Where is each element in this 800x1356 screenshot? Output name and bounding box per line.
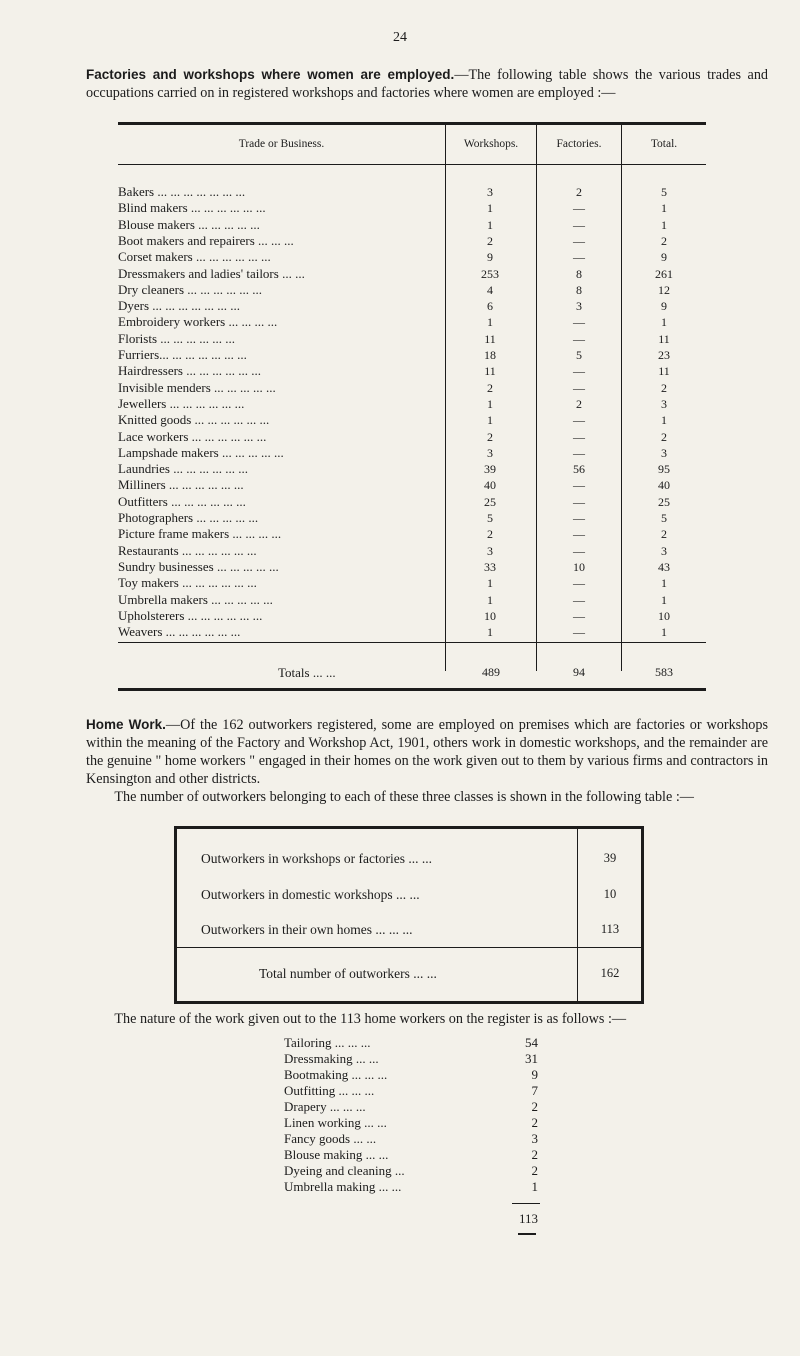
table-row bbox=[118, 494, 706, 510]
workshops-cell: 2 bbox=[487, 527, 493, 542]
nature-total-value: 113 bbox=[518, 1211, 538, 1226]
trade-cell: Furriers... ... ... ... ... ... ... bbox=[118, 347, 247, 362]
factories-cell: — bbox=[573, 543, 585, 558]
factories-cell: — bbox=[573, 413, 585, 428]
total-cell: 2 bbox=[661, 429, 667, 444]
table-row bbox=[118, 543, 706, 559]
factories-cell: — bbox=[573, 315, 585, 330]
nature-label: Dyeing and cleaning ... bbox=[284, 1163, 405, 1178]
factories-cell: — bbox=[573, 494, 585, 509]
outworkers-value: 113 bbox=[600, 922, 620, 936]
table-row bbox=[118, 233, 706, 249]
table-row bbox=[118, 624, 706, 640]
total-cell: 9 bbox=[661, 299, 667, 314]
workshops-cell: 10 bbox=[484, 608, 496, 623]
total-cell: 40 bbox=[658, 478, 670, 493]
workshops-cell: 3 bbox=[487, 185, 493, 199]
nature-item bbox=[284, 1083, 544, 1099]
intro-text: —The following table shows the various trades and occupations carried on in registered workshops and factories where women are employed :— bbox=[86, 67, 769, 101]
total-cell: 1 bbox=[661, 592, 667, 607]
factories-cell: — bbox=[573, 429, 585, 444]
total-cell: 2 bbox=[661, 233, 667, 248]
factories-cell: 56 bbox=[573, 462, 585, 477]
factories-cell: — bbox=[573, 511, 585, 525]
trade-cell: Corset makers ... ... ... ... ... ... bbox=[118, 249, 271, 265]
factories-cell: 3 bbox=[576, 299, 582, 314]
nature-item bbox=[284, 1115, 544, 1131]
nature-value: 7 bbox=[531, 1083, 538, 1098]
factories-cell: — bbox=[573, 478, 585, 493]
table-row bbox=[118, 282, 706, 298]
outworkers-label: Outworkers in their own homes ... ... ... bbox=[201, 922, 413, 937]
workshops-cell: 18 bbox=[484, 348, 496, 362]
table-row bbox=[118, 314, 706, 330]
outworkers-value: 39 bbox=[603, 851, 617, 865]
trade-cell: Outfitters ... ... ... ... ... ... bbox=[118, 493, 246, 509]
outworkers-table bbox=[174, 826, 644, 1004]
total-cell: 1 bbox=[661, 217, 667, 232]
trade-cell: Boot makers and repairers ... ... ... bbox=[118, 232, 294, 248]
factories-cell: 2 bbox=[576, 185, 582, 199]
header-factories: Factories. bbox=[556, 138, 602, 150]
outworkers-value: 10 bbox=[603, 887, 617, 901]
total-cell: 12 bbox=[658, 282, 670, 297]
header-workshops: Workshops. bbox=[463, 138, 519, 150]
workshops-cell: 25 bbox=[484, 494, 496, 509]
workshops-cell: 1 bbox=[487, 592, 493, 607]
total-cell: 23 bbox=[658, 348, 670, 362]
header-trade: Trade or Business. bbox=[238, 138, 325, 150]
nature-item bbox=[284, 1131, 544, 1147]
workshops-cell: 1 bbox=[487, 625, 493, 640]
factories-cell: — bbox=[573, 592, 585, 607]
workshops-cell: 6 bbox=[487, 299, 493, 314]
workshops-cell: 33 bbox=[484, 559, 496, 574]
nature-item bbox=[284, 1163, 544, 1179]
home-work-text: —Of the 162 outworkers registered, some are employed on premises which are factories or workshops within the meaning of the Factory and Workshop Act, 1901, others work in domestic workshops, and the remainder are the genuine " home workers " engaged in their homes on the work given out to them by various firms and contractors in Kensington and other districts. bbox=[86, 717, 769, 787]
factories-cell: — bbox=[573, 527, 585, 542]
factories-cell: — bbox=[573, 201, 585, 216]
table-row bbox=[118, 298, 706, 314]
total-cell: 43 bbox=[658, 559, 670, 574]
total-cell: 5 bbox=[661, 185, 667, 199]
trade-cell: Hairdressers ... ... ... ... ... ... bbox=[118, 363, 261, 379]
total-cell: 1 bbox=[661, 576, 667, 591]
table-row bbox=[118, 526, 706, 542]
table-row bbox=[118, 331, 706, 347]
nature-value: 2 bbox=[531, 1115, 538, 1130]
total-cell: 95 bbox=[658, 462, 670, 477]
workshops-cell: 3 bbox=[487, 543, 493, 558]
total-cell: 261 bbox=[655, 266, 673, 281]
table-row bbox=[118, 217, 706, 233]
total-cell: 3 bbox=[661, 543, 667, 558]
table-row bbox=[118, 363, 706, 379]
factories-cell: — bbox=[573, 608, 585, 623]
total-cell: 10 bbox=[658, 608, 670, 623]
table-row bbox=[118, 559, 706, 575]
trade-cell: Invisible menders ... ... ... ... ... bbox=[118, 379, 276, 395]
total-cell: 9 bbox=[661, 250, 667, 265]
header-total: Total. bbox=[650, 138, 678, 150]
nature-label: Fancy goods ... ... bbox=[284, 1131, 377, 1146]
workshops-cell: 1 bbox=[487, 576, 493, 591]
totals-total: 583 bbox=[655, 665, 673, 679]
table-row bbox=[118, 510, 706, 526]
nature-intro: The nature of the work given out to the 113 home workers on the register is as follows :— bbox=[114, 1011, 627, 1027]
workshops-cell: 1 bbox=[487, 315, 493, 330]
trade-cell: Weavers ... ... ... ... ... ... bbox=[118, 624, 241, 640]
home-work-paragraph bbox=[86, 716, 768, 788]
workshops-cell: 11 bbox=[484, 364, 496, 379]
factories-cell: — bbox=[573, 364, 585, 379]
table-row bbox=[118, 184, 706, 200]
workshops-cell: 1 bbox=[487, 413, 493, 428]
workshops-cell: 2 bbox=[487, 429, 493, 444]
total-cell: 2 bbox=[661, 380, 667, 395]
trade-cell: Embroidery workers ... ... ... ... bbox=[118, 314, 278, 330]
trade-cell: Milliners ... ... ... ... ... ... bbox=[118, 477, 244, 493]
outworkers-total-label: Total number of outworkers ... ... bbox=[259, 966, 437, 981]
trade-cell: Laundries ... ... ... ... ... ... bbox=[118, 461, 248, 477]
table-row bbox=[118, 477, 706, 493]
total-cell: 5 bbox=[661, 511, 667, 525]
nature-item bbox=[284, 1067, 544, 1083]
workshops-cell: 1 bbox=[487, 217, 493, 232]
trade-cell: Florists ... ... ... ... ... ... bbox=[118, 330, 236, 346]
nature-label: Tailoring ... ... ... bbox=[284, 1035, 371, 1050]
nature-value: 1 bbox=[531, 1179, 538, 1194]
factories-cell: — bbox=[573, 233, 585, 248]
table-row bbox=[118, 266, 706, 282]
total-cell: 1 bbox=[661, 625, 667, 640]
trade-cell: Bakers ... ... ... ... ... ... ... bbox=[118, 184, 246, 199]
total-cell: 1 bbox=[661, 413, 667, 428]
workshops-cell: 1 bbox=[487, 396, 493, 411]
nature-label: Drapery ... ... ... bbox=[284, 1099, 366, 1114]
nature-value: 3 bbox=[531, 1131, 538, 1146]
trade-cell: Lace workers ... ... ... ... ... ... bbox=[118, 428, 267, 444]
nature-item bbox=[284, 1179, 544, 1195]
total-cell: 1 bbox=[661, 201, 667, 216]
trade-cell: Toy makers ... ... ... ... ... ... bbox=[118, 575, 257, 591]
trade-cell: Dyers ... ... ... ... ... ... ... bbox=[118, 298, 241, 314]
nature-value: 2 bbox=[531, 1099, 538, 1114]
nature-label: Bootmaking ... ... ... bbox=[284, 1067, 388, 1082]
trade-cell: Knitted goods ... ... ... ... ... ... bbox=[118, 412, 270, 428]
factories-cell: 8 bbox=[576, 282, 582, 297]
total-cell: 25 bbox=[658, 494, 670, 509]
nature-label: Blouse making ... ... bbox=[284, 1147, 389, 1162]
total-cell: 11 bbox=[658, 364, 670, 379]
workshops-cell: 2 bbox=[487, 233, 493, 248]
workshops-cell: 9 bbox=[487, 250, 493, 265]
factories-cell: — bbox=[573, 576, 585, 591]
home-work-heading: Home Work. bbox=[86, 717, 166, 732]
table-row bbox=[118, 461, 706, 477]
workshops-cell: 2 bbox=[487, 380, 493, 395]
workshops-cell: 253 bbox=[481, 266, 499, 281]
totals-label: Totals ... ... bbox=[278, 665, 336, 680]
page-number: 24 bbox=[393, 30, 407, 45]
intro-paragraph bbox=[86, 66, 768, 102]
trade-cell: Photographers ... ... ... ... ... bbox=[118, 510, 259, 525]
factories-cell: — bbox=[573, 445, 585, 460]
table-row bbox=[118, 445, 706, 461]
totals-factories: 94 bbox=[573, 665, 585, 679]
trade-cell: Dressmakers and ladies' tailors ... ... bbox=[118, 265, 305, 281]
workshops-cell: 3 bbox=[487, 445, 493, 460]
total-cell: 2 bbox=[661, 527, 667, 542]
nature-value: 2 bbox=[531, 1147, 538, 1162]
trade-cell: Restaurants ... ... ... ... ... ... bbox=[118, 542, 257, 558]
nature-value: 2 bbox=[531, 1163, 538, 1178]
nature-label: Outfitting ... ... ... bbox=[284, 1083, 375, 1098]
totals-workshops: 489 bbox=[482, 665, 500, 679]
nature-list bbox=[284, 1035, 544, 1226]
nature-label: Dressmaking ... ... bbox=[284, 1051, 379, 1066]
workshops-cell: 39 bbox=[484, 462, 496, 477]
trade-cell: Dry cleaners ... ... ... ... ... ... bbox=[118, 281, 263, 297]
trade-cell: Upholsterers ... ... ... ... ... ... bbox=[118, 607, 263, 623]
outworkers-total-value: 162 bbox=[600, 966, 620, 980]
factories-cell: — bbox=[573, 250, 585, 265]
nature-label: Umbrella making ... ... bbox=[284, 1179, 402, 1194]
table-row bbox=[118, 429, 706, 445]
table-row bbox=[118, 575, 706, 591]
total-cell: 1 bbox=[661, 315, 667, 330]
trade-cell: Jewellers ... ... ... ... ... ... bbox=[118, 395, 245, 411]
trade-cell: Picture frame makers ... ... ... ... bbox=[118, 526, 282, 542]
trade-cell: Blouse makers ... ... ... ... ... bbox=[118, 216, 260, 232]
trade-cell: Lampshade makers ... ... ... ... ... bbox=[118, 444, 284, 460]
total-cell: 3 bbox=[661, 445, 667, 460]
factories-cell: — bbox=[573, 331, 585, 346]
table-row bbox=[118, 380, 706, 396]
trade-cell: Sundry businesses ... ... ... ... ... bbox=[118, 558, 279, 574]
nature-total-row bbox=[284, 1211, 544, 1227]
workshops-cell: 11 bbox=[484, 331, 496, 346]
workshops-cell: 40 bbox=[484, 478, 496, 493]
trade-cell: Umbrella makers ... ... ... ... ... bbox=[118, 591, 273, 607]
total-cell: 11 bbox=[658, 331, 670, 346]
factories-cell: — bbox=[573, 217, 585, 232]
factories-cell: — bbox=[573, 380, 585, 395]
workshops-cell: 1 bbox=[487, 201, 493, 216]
nature-label: Linen working ... ... bbox=[284, 1115, 387, 1130]
table-row bbox=[118, 412, 706, 428]
nature-value: 9 bbox=[531, 1067, 538, 1082]
nature-item bbox=[284, 1035, 544, 1051]
nature-item bbox=[284, 1051, 544, 1067]
nature-value: 54 bbox=[525, 1035, 538, 1050]
table-row bbox=[118, 200, 706, 216]
nature-value: 31 bbox=[525, 1051, 538, 1066]
intro-heading: Factories and workshops where women are employed. bbox=[86, 67, 455, 82]
table-bottom-rule bbox=[118, 688, 706, 691]
factories-cell: — bbox=[573, 625, 585, 640]
outworkers-intro: The number of outworkers belonging to each of these three classes is shown in the following table :— bbox=[114, 789, 694, 805]
table-row bbox=[118, 347, 706, 363]
total-cell: 3 bbox=[661, 396, 667, 411]
workshops-cell: 4 bbox=[487, 282, 493, 297]
workshops-cell: 5 bbox=[487, 511, 493, 525]
outworkers-label: Outworkers in domestic workshops ... ... bbox=[201, 887, 420, 902]
factories-cell: 2 bbox=[576, 396, 582, 411]
table-row bbox=[118, 592, 706, 608]
factories-cell: 8 bbox=[576, 266, 582, 281]
factories-cell: 5 bbox=[576, 348, 582, 362]
table-row bbox=[118, 608, 706, 624]
nature-item bbox=[284, 1099, 544, 1115]
trades-table bbox=[118, 122, 706, 690]
factories-cell: 10 bbox=[573, 559, 585, 574]
table-top-rule bbox=[118, 122, 706, 125]
outworkers-label: Outworkers in workshops or factories ... ... bbox=[201, 851, 432, 866]
trade-cell: Blind makers ... ... ... ... ... ... bbox=[118, 200, 266, 216]
table-row bbox=[118, 249, 706, 265]
table-row bbox=[118, 396, 706, 412]
nature-item bbox=[284, 1147, 544, 1163]
